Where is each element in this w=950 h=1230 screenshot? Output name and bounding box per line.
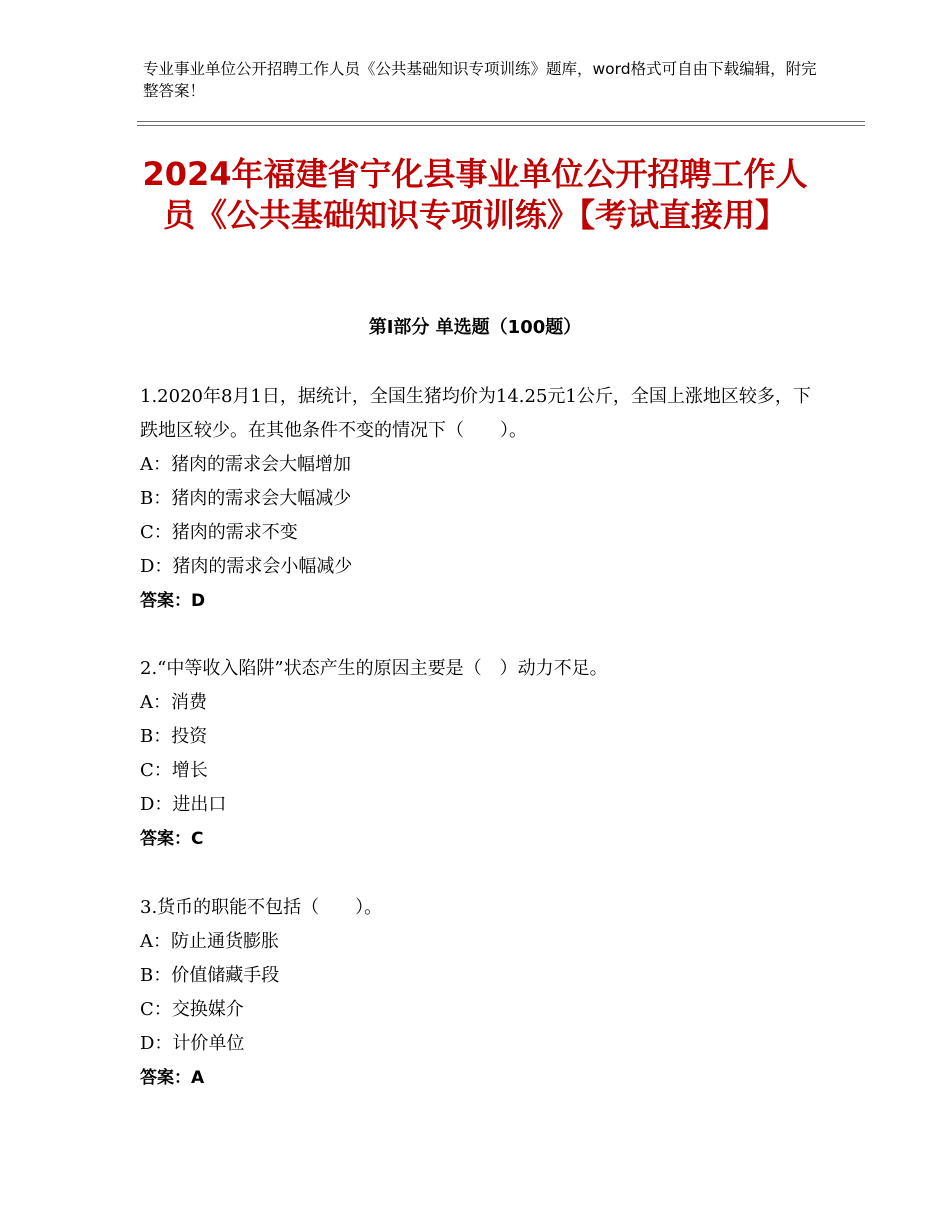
option-a: A：猪肉的需求会大幅增加 [140, 454, 351, 475]
section-title: 第Ⅰ部分 单选题（100题） [368, 317, 582, 338]
option-c: C：增长 [140, 760, 208, 781]
option-d: D：猪肉的需求会小幅减少 [140, 556, 353, 577]
option-a: A：防止通货膨胀 [140, 931, 279, 952]
answer-line: 答案：A [140, 1068, 205, 1088]
option-b: B：价值储藏手段 [140, 965, 280, 986]
header-divider-line [137, 121, 865, 122]
option-c: C：交换媒介 [140, 999, 244, 1020]
document-title: 2024年福建省宁化县事业单位公开招聘工作人员《公共基础知识专项训练》【考试直接用】 [142, 155, 808, 234]
option-b: B：猪肉的需求会大幅减少 [140, 488, 352, 509]
question-block [140, 891, 820, 1095]
question-stem: 2.“中等收入陷阱”状态产生的原因主要是（ ）动力不足。 [140, 658, 608, 679]
option-a: A：消费 [140, 692, 207, 713]
question-stem: 1.2020年8月1日，据统计，全国生猪均价为14.25元1公斤，全国上涨地区较多，下跌地区较少。在其他条件不变的情况下（ ）。 [140, 386, 811, 441]
header-note: 专业事业单位公开招聘工作人员《公共基础知识专项训练》题库，word格式可自由下载编辑，附完整答案！ [143, 60, 817, 100]
question-block [140, 380, 820, 618]
answer-line: 答案：D [140, 591, 206, 611]
question-stem: 3.货币的职能不包括（ ）。 [140, 897, 383, 918]
question-block [140, 652, 820, 856]
option-c: C：猪肉的需求不变 [140, 522, 298, 543]
header-divider-line-secondary [137, 125, 865, 126]
option-d: D：进出口 [140, 794, 227, 815]
option-d: D：计价单位 [140, 1033, 245, 1054]
option-b: B：投资 [140, 726, 208, 747]
answer-line: 答案：C [140, 829, 204, 849]
